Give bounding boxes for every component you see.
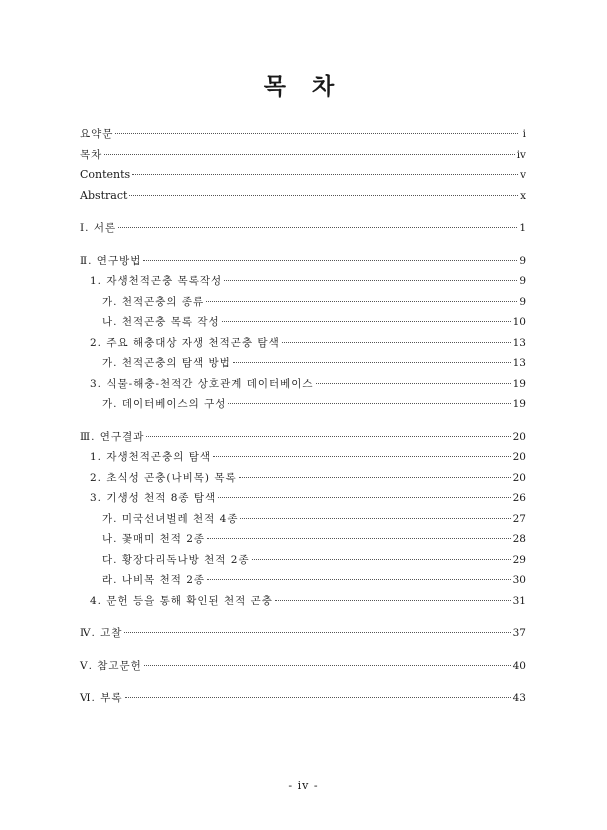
toc-entry-page: 40 [512,659,526,672]
toc-entry-label: 3. 식물-해충-천적간 상호관계 데이터베이스 [90,377,314,390]
toc-entry-label: 가. 미국선녀벌레 천적 4종 [102,512,239,525]
toc-entry-page: 13 [512,336,526,349]
toc-entry-label: 가. 천적곤충의 종류 [102,295,205,308]
toc-entry [80,145,526,166]
toc-entry [80,427,526,448]
toc-entry [80,165,526,186]
dot-leader [129,195,518,196]
toc-entry-label: 다. 황장다리독나방 천적 2종 [102,553,250,566]
toc-entry-page: iv [516,148,526,161]
toc-entry-page: 10 [512,316,526,328]
toc-entry [80,186,526,207]
toc-entry-page: 26 [512,492,526,504]
toc-entry-page: 31 [512,594,526,607]
toc-entry [80,509,526,530]
toc-entry-label: 1. 자생천적곤충의 탐색 [90,451,211,463]
toc-entry-label: 목차 [80,148,103,161]
toc-entry-label: Ⅴ. 참고문헌 [80,659,142,672]
page-title: 목 차 [263,73,344,100]
toc-entry-label: Ⅰ. 서론 [80,222,117,234]
toc-entry-label: 2. 주요 해충대상 자생 천적곤충 탐색 [90,336,280,349]
table-of-contents [80,124,526,709]
toc-entry-page: 13 [512,357,526,369]
toc-entry-page: 1 [519,222,526,234]
toc-entry [80,623,526,644]
dot-leader [206,301,517,302]
toc-entry-label: 1. 자생천적곤충 목록작성 [90,275,223,287]
toc-entry [80,656,526,677]
toc-entry-label: 2. 초식성 곤충(나비목) 목록 [90,471,237,484]
dot-leader [282,342,511,343]
toc-entry-page: 30 [512,574,526,586]
dot-leader [125,697,511,698]
toc-entry [80,529,526,550]
dot-leader [228,403,510,404]
toc-entry-page: 20 [512,451,526,463]
toc-entry-page: 20 [512,430,526,443]
toc-entry-page: 9 [519,295,526,308]
page-number-footer: - iv - [288,779,319,792]
toc-entry-label: 나. 꽃매미 천적 2종 [102,533,206,545]
dot-leader [132,174,518,175]
toc-entry [80,333,526,354]
dot-leader [252,559,511,560]
toc-entry-page: v [520,169,526,181]
toc-entry-page: 9 [519,254,526,267]
toc-entry-page: 27 [512,512,526,525]
toc-entry [80,374,526,395]
toc-entry-page: 19 [512,398,526,410]
toc-entry-page: 9 [519,275,526,287]
toc-entry-label: Ⅱ. 연구방법 [80,254,142,267]
toc-entry-page: 28 [512,533,526,545]
dot-leader [118,227,517,228]
toc-entry-label: 3. 기생성 천적 8종 탐색 [90,492,217,504]
dot-leader [124,632,510,633]
dot-leader [275,600,511,601]
toc-entry-page: 43 [512,692,526,704]
toc-entry [80,271,526,292]
toc-entry-page: i [522,128,526,140]
toc-entry [80,570,526,591]
toc-entry-label: Ⅵ. 부록 [80,692,123,704]
toc-entry-page: x [520,189,526,202]
dot-leader [115,133,518,134]
toc-entry-page: 19 [512,377,526,390]
dot-leader [213,456,511,457]
toc-entry-label: 4. 문헌 등을 통해 확인된 천적 곤충 [90,594,273,607]
dot-leader [240,518,510,519]
toc-entry [80,124,526,145]
toc-entry [80,353,526,374]
dot-leader [224,280,517,281]
dot-leader [316,383,511,384]
dot-leader [144,665,511,666]
toc-entry [80,488,526,509]
dot-leader [218,497,510,498]
dot-leader [146,436,510,437]
toc-entry [80,312,526,333]
dot-leader [143,260,517,261]
dot-leader [239,477,511,478]
toc-entry [80,394,526,415]
toc-entry-label: 가. 천적곤충의 탐색 방법 [102,357,231,369]
toc-entry-label: 가. 데이터베이스의 구성 [102,398,227,410]
toc-entry [80,688,526,709]
dot-leader [207,538,511,539]
toc-entry-label: 라. 나비목 천적 2종 [102,574,206,586]
toc-entry-label: Ⅲ. 연구결과 [80,430,145,443]
toc-entry-label: Abstract [80,188,128,202]
toc-entry-page: 37 [512,627,526,639]
toc-entry-label: 요약문 [80,128,114,140]
toc-entry-label: Contents [80,168,131,181]
dot-leader [233,362,511,363]
toc-entry [80,292,526,313]
toc-entry [80,447,526,468]
toc-entry-label: 나. 천적곤충 목록 작성 [102,316,220,328]
dot-leader [104,154,514,155]
toc-entry-page: 20 [512,471,526,484]
toc-entry [80,550,526,571]
toc-entry [80,218,526,239]
toc-entry [80,468,526,489]
dot-leader [222,321,511,322]
toc-entry [80,591,526,612]
toc-entry-page: 29 [512,553,526,566]
toc-entry-label: Ⅳ. 고찰 [80,627,123,639]
toc-entry [80,251,526,272]
dot-leader [207,579,511,580]
